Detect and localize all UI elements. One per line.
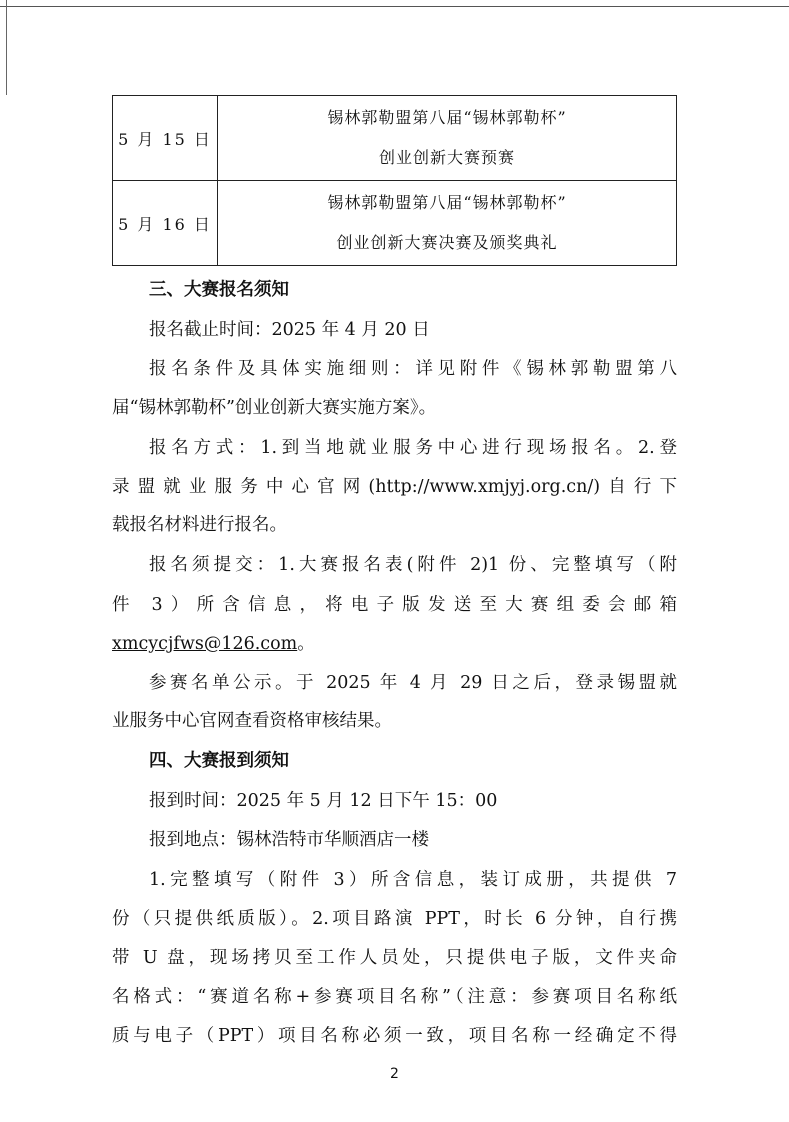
- paragraph-line: 报名条件及具体实施细则：详见附件《锡林郭勒盟第八: [149, 359, 677, 379]
- section-heading: 三、大赛报名须知: [149, 280, 289, 300]
- paragraph-line: 份（只提供纸质版）。2.项目路演 PPT，时长 6 分钟，自行携: [112, 909, 677, 929]
- email-link[interactable]: xmcycjfws@126.com: [112, 634, 298, 654]
- paragraph-line: 报名须提交：1.大赛报名表(附件 2)1 份、完整填写（附: [149, 555, 677, 575]
- margin-rule: [6, 0, 7, 95]
- schedule-event-line: 锡林郭勒盟第八届“锡林郭勒杯”: [327, 193, 567, 212]
- paragraph-line: 录盟就业服务中心官网(http://www.xmjyj.org.cn/)自行下: [112, 477, 677, 497]
- header-rule: [0, 6, 789, 7]
- paragraph-line: 报名截止时间：2025 年 4 月 20 日: [149, 320, 430, 340]
- punctuation: 。: [297, 634, 315, 654]
- paragraph-line: 1.完整填写（附件 3）所含信息，装订成册，共提供 7: [149, 870, 677, 890]
- paragraph-line: 报到时间：2025 年 5 月 12 日下午 15：00: [149, 791, 498, 811]
- paragraph-line: 业服务中心官网查看资格审核结果。: [112, 711, 392, 731]
- table-row: [113, 96, 677, 181]
- page-number: 2: [390, 1066, 399, 1082]
- paragraph-line: 件 3）所含信息，将电子版发送至大赛组委会邮箱: [112, 595, 677, 615]
- schedule-event: [218, 181, 677, 266]
- schedule-date: 5 月 16 日: [113, 181, 218, 266]
- paragraph-line: 参赛名单公示。于 2025 年 4 月 29 日之后，登录锡盟就: [149, 673, 677, 693]
- paragraph-line: [112, 630, 677, 655]
- paragraph-line: 载报名材料进行报名。: [112, 515, 287, 535]
- table-row: [113, 181, 677, 266]
- schedule-event-line: 创业创新大赛预赛: [378, 148, 515, 167]
- schedule-table: [112, 95, 677, 266]
- paragraph-line: 报到地点：锡林浩特市华顺酒店一楼: [149, 830, 429, 850]
- schedule-event-line: 创业创新大赛决赛及颁奖典礼: [336, 233, 558, 252]
- paragraph-line: 质与电子（PPT）项目名称必须一致，项目名称一经确定不得: [112, 1026, 677, 1046]
- paragraph-line: 届“锡林郭勒杯”创业创新大赛实施方案》。: [112, 398, 437, 418]
- schedule-date: 5 月 15 日: [113, 96, 218, 181]
- schedule-event: [218, 96, 677, 181]
- paragraph-line: 名格式：“赛道名称+参赛项目名称”（注意：参赛项目名称纸: [112, 987, 677, 1007]
- schedule-event-line: 锡林郭勒盟第八届“锡林郭勒杯”: [327, 108, 567, 127]
- section-heading: 四、大赛报到须知: [149, 751, 289, 771]
- paragraph-line: 报名方式：1.到当地就业服务中心进行现场报名。2.登: [149, 438, 677, 458]
- paragraph-line: 带 U 盘，现场拷贝至工作人员处，只提供电子版，文件夹命: [112, 948, 677, 968]
